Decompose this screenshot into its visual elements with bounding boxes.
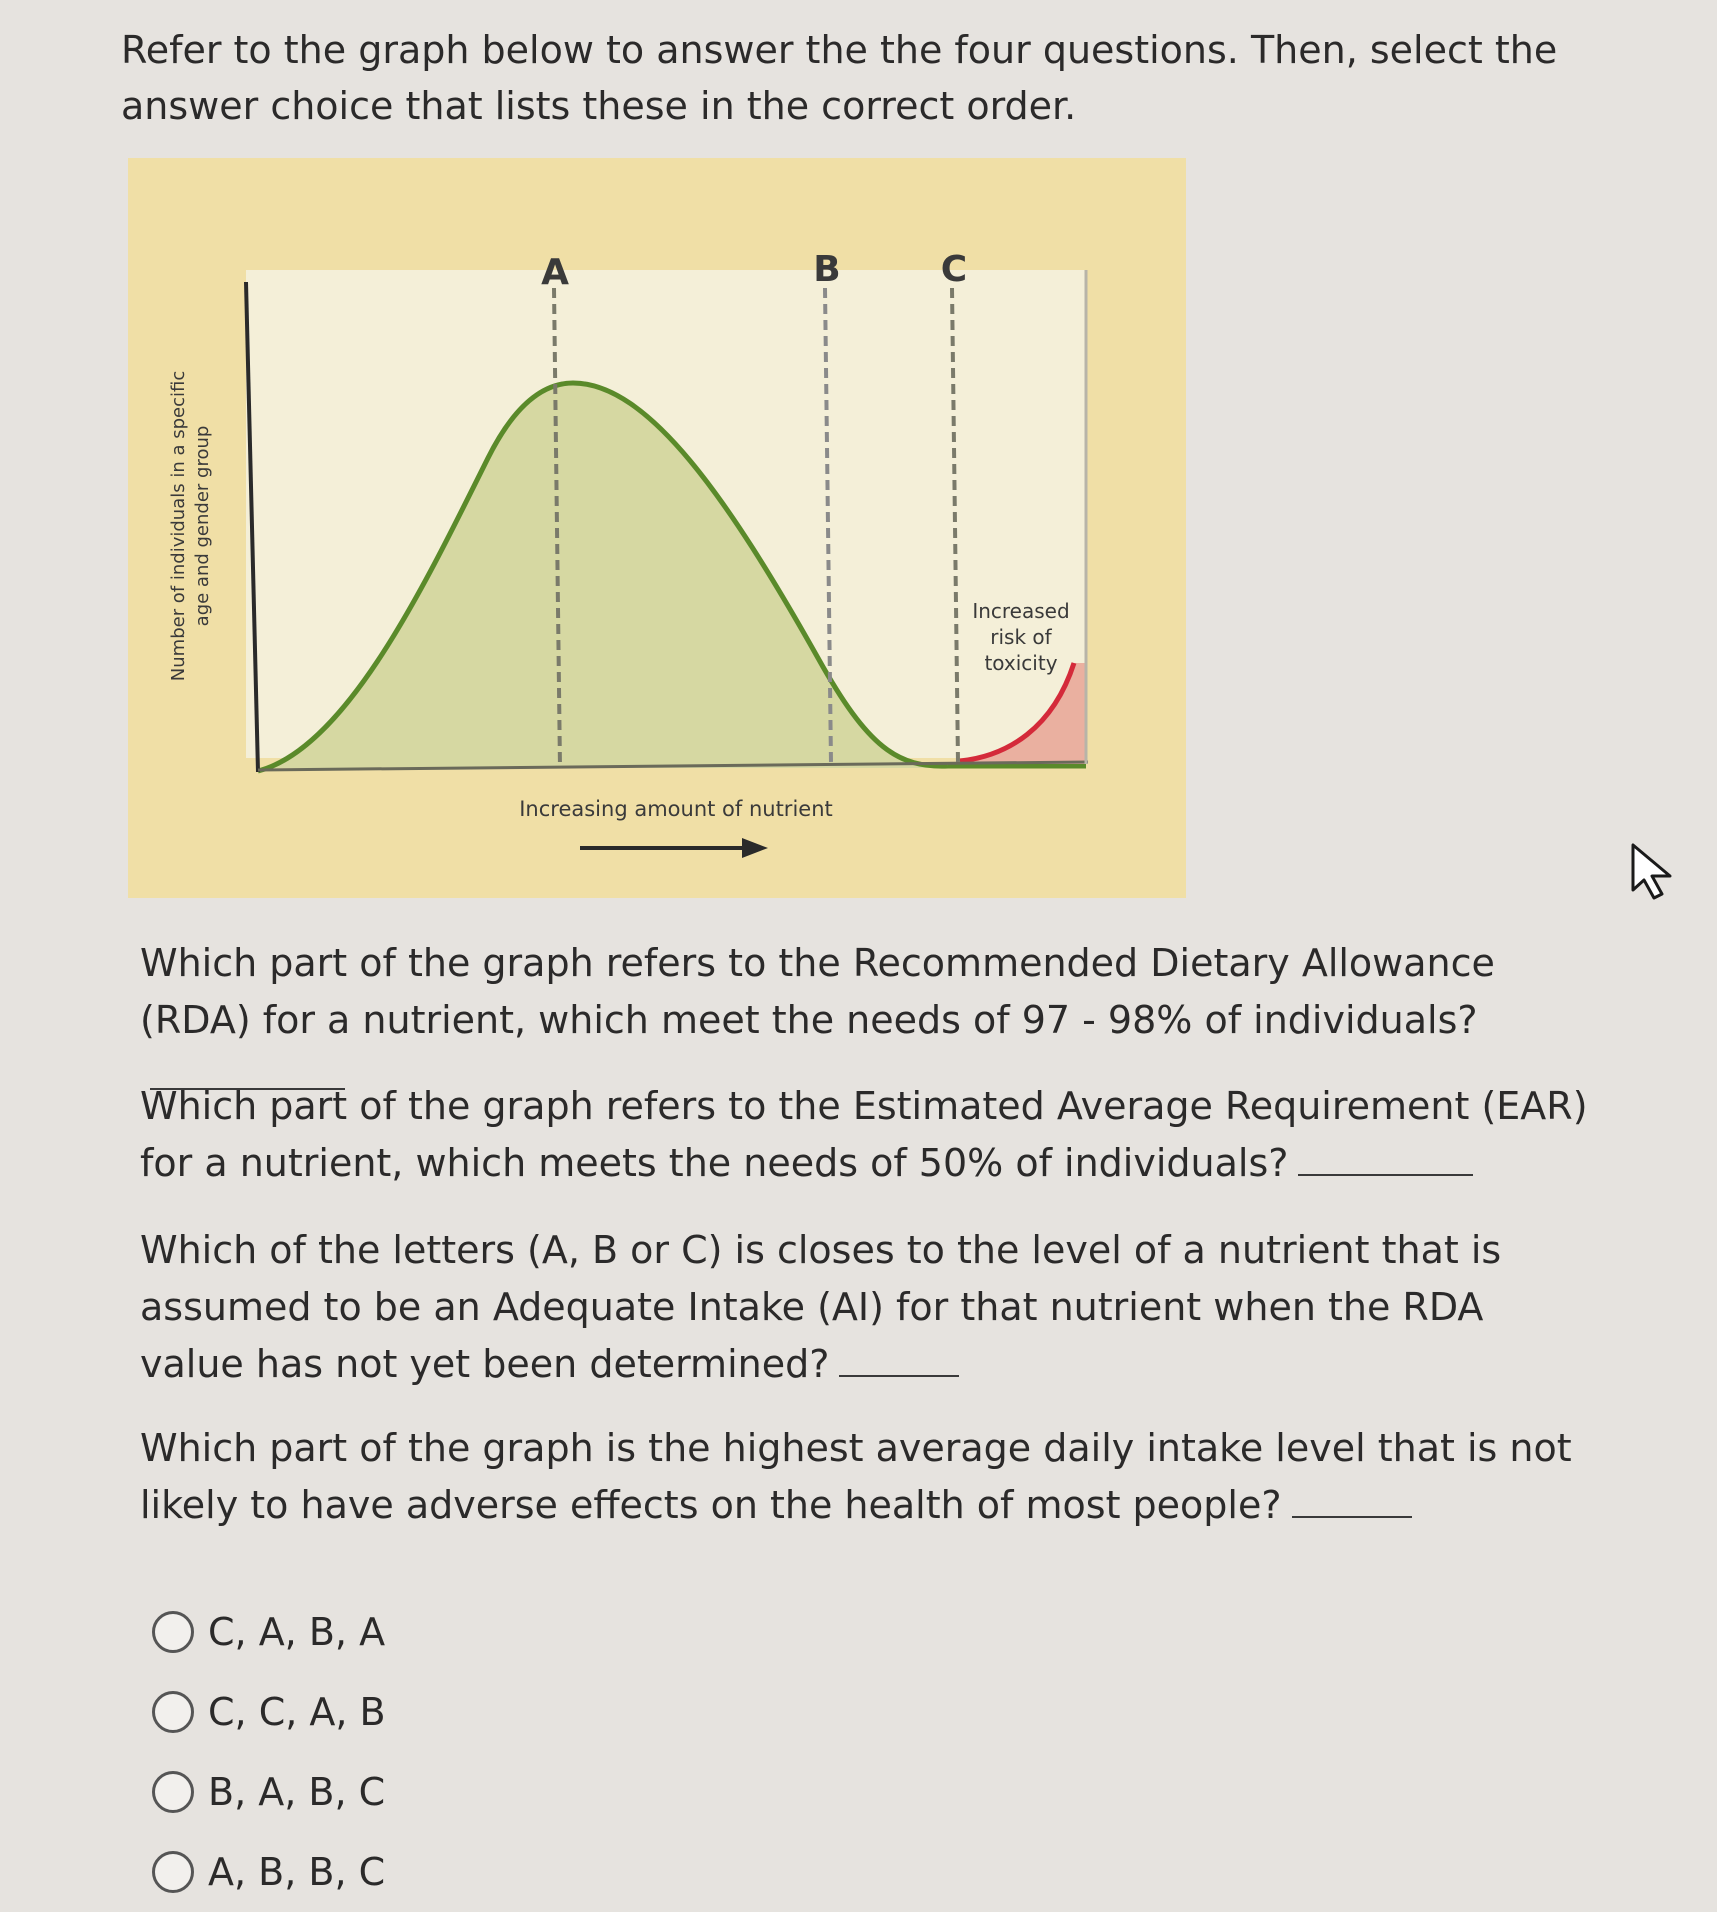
radio-button-1[interactable] — [152, 1611, 194, 1653]
prompt-text: Refer to the graph below to answer the the four questions. Then, select the answer choice that lists these in the correct order. — [121, 28, 1558, 128]
answer-option-4[interactable] — [152, 1832, 386, 1912]
toxicity-label-line2: risk of — [990, 625, 1052, 649]
answer-option-2[interactable] — [152, 1672, 386, 1752]
answer-option-4-label[interactable]: A, B, B, C — [208, 1850, 386, 1894]
marker-label-c: C — [940, 249, 968, 290]
question-4-text: Which part of the graph is the highest average daily intake level that is not likely to have adverse effects on the health of most people? — [140, 1426, 1572, 1527]
toxicity-label-line1: Increased — [972, 599, 1070, 623]
answer-options — [152, 1592, 386, 1912]
question-3-blank — [839, 1339, 959, 1377]
y-axis-label — [168, 371, 213, 681]
radio-button-4[interactable] — [152, 1851, 194, 1893]
mouse-pointer-icon — [1630, 842, 1680, 902]
x-axis-label: Increasing amount of nutrient — [519, 797, 833, 821]
question-3-text: Which of the letters (A, B or C) is closes to the level of a nutrient that is assumed to be an Adequate Intake (AI) for that nutrient when the RDA value has not yet been determined? — [140, 1228, 1502, 1386]
answer-option-3-label[interactable]: B, A, B, C — [208, 1770, 386, 1814]
question-1-text: Which part of the graph refers to the Recommended Dietary Allowance (RDA) for a nutrient, which meet the needs of 97 - 98% of individuals? — [140, 941, 1495, 1042]
toxicity-label-line3: toxicity — [984, 651, 1058, 675]
answer-option-1[interactable] — [152, 1592, 386, 1672]
graph-svg — [128, 158, 1186, 898]
answer-option-1-label[interactable]: C, A, B, A — [208, 1610, 386, 1654]
marker-label-b: B — [813, 249, 841, 290]
y-axis-label-line1: Number of individuals in a specific — [168, 370, 189, 682]
question-2-blank — [1298, 1138, 1473, 1176]
answer-option-2-label[interactable]: C, C, A, B — [208, 1690, 386, 1734]
question-2-text: Which part of the graph refers to the Estimated Average Requirement (EAR) for a nutrient, which meets the needs of 50% of individuals? — [140, 1084, 1588, 1185]
question-3 — [140, 1222, 1590, 1393]
radio-button-3[interactable] — [152, 1771, 194, 1813]
y-axis-label-line2: age and gender group — [192, 425, 213, 627]
radio-button-2[interactable] — [152, 1691, 194, 1733]
question-4 — [140, 1420, 1590, 1534]
question-4-blank — [1292, 1480, 1412, 1518]
marker-label-a: A — [541, 252, 569, 293]
question-2 — [140, 1078, 1590, 1192]
nutrient-graph — [128, 158, 1186, 898]
x-axis-arrow-icon — [580, 838, 768, 858]
answer-option-3[interactable] — [152, 1752, 386, 1832]
